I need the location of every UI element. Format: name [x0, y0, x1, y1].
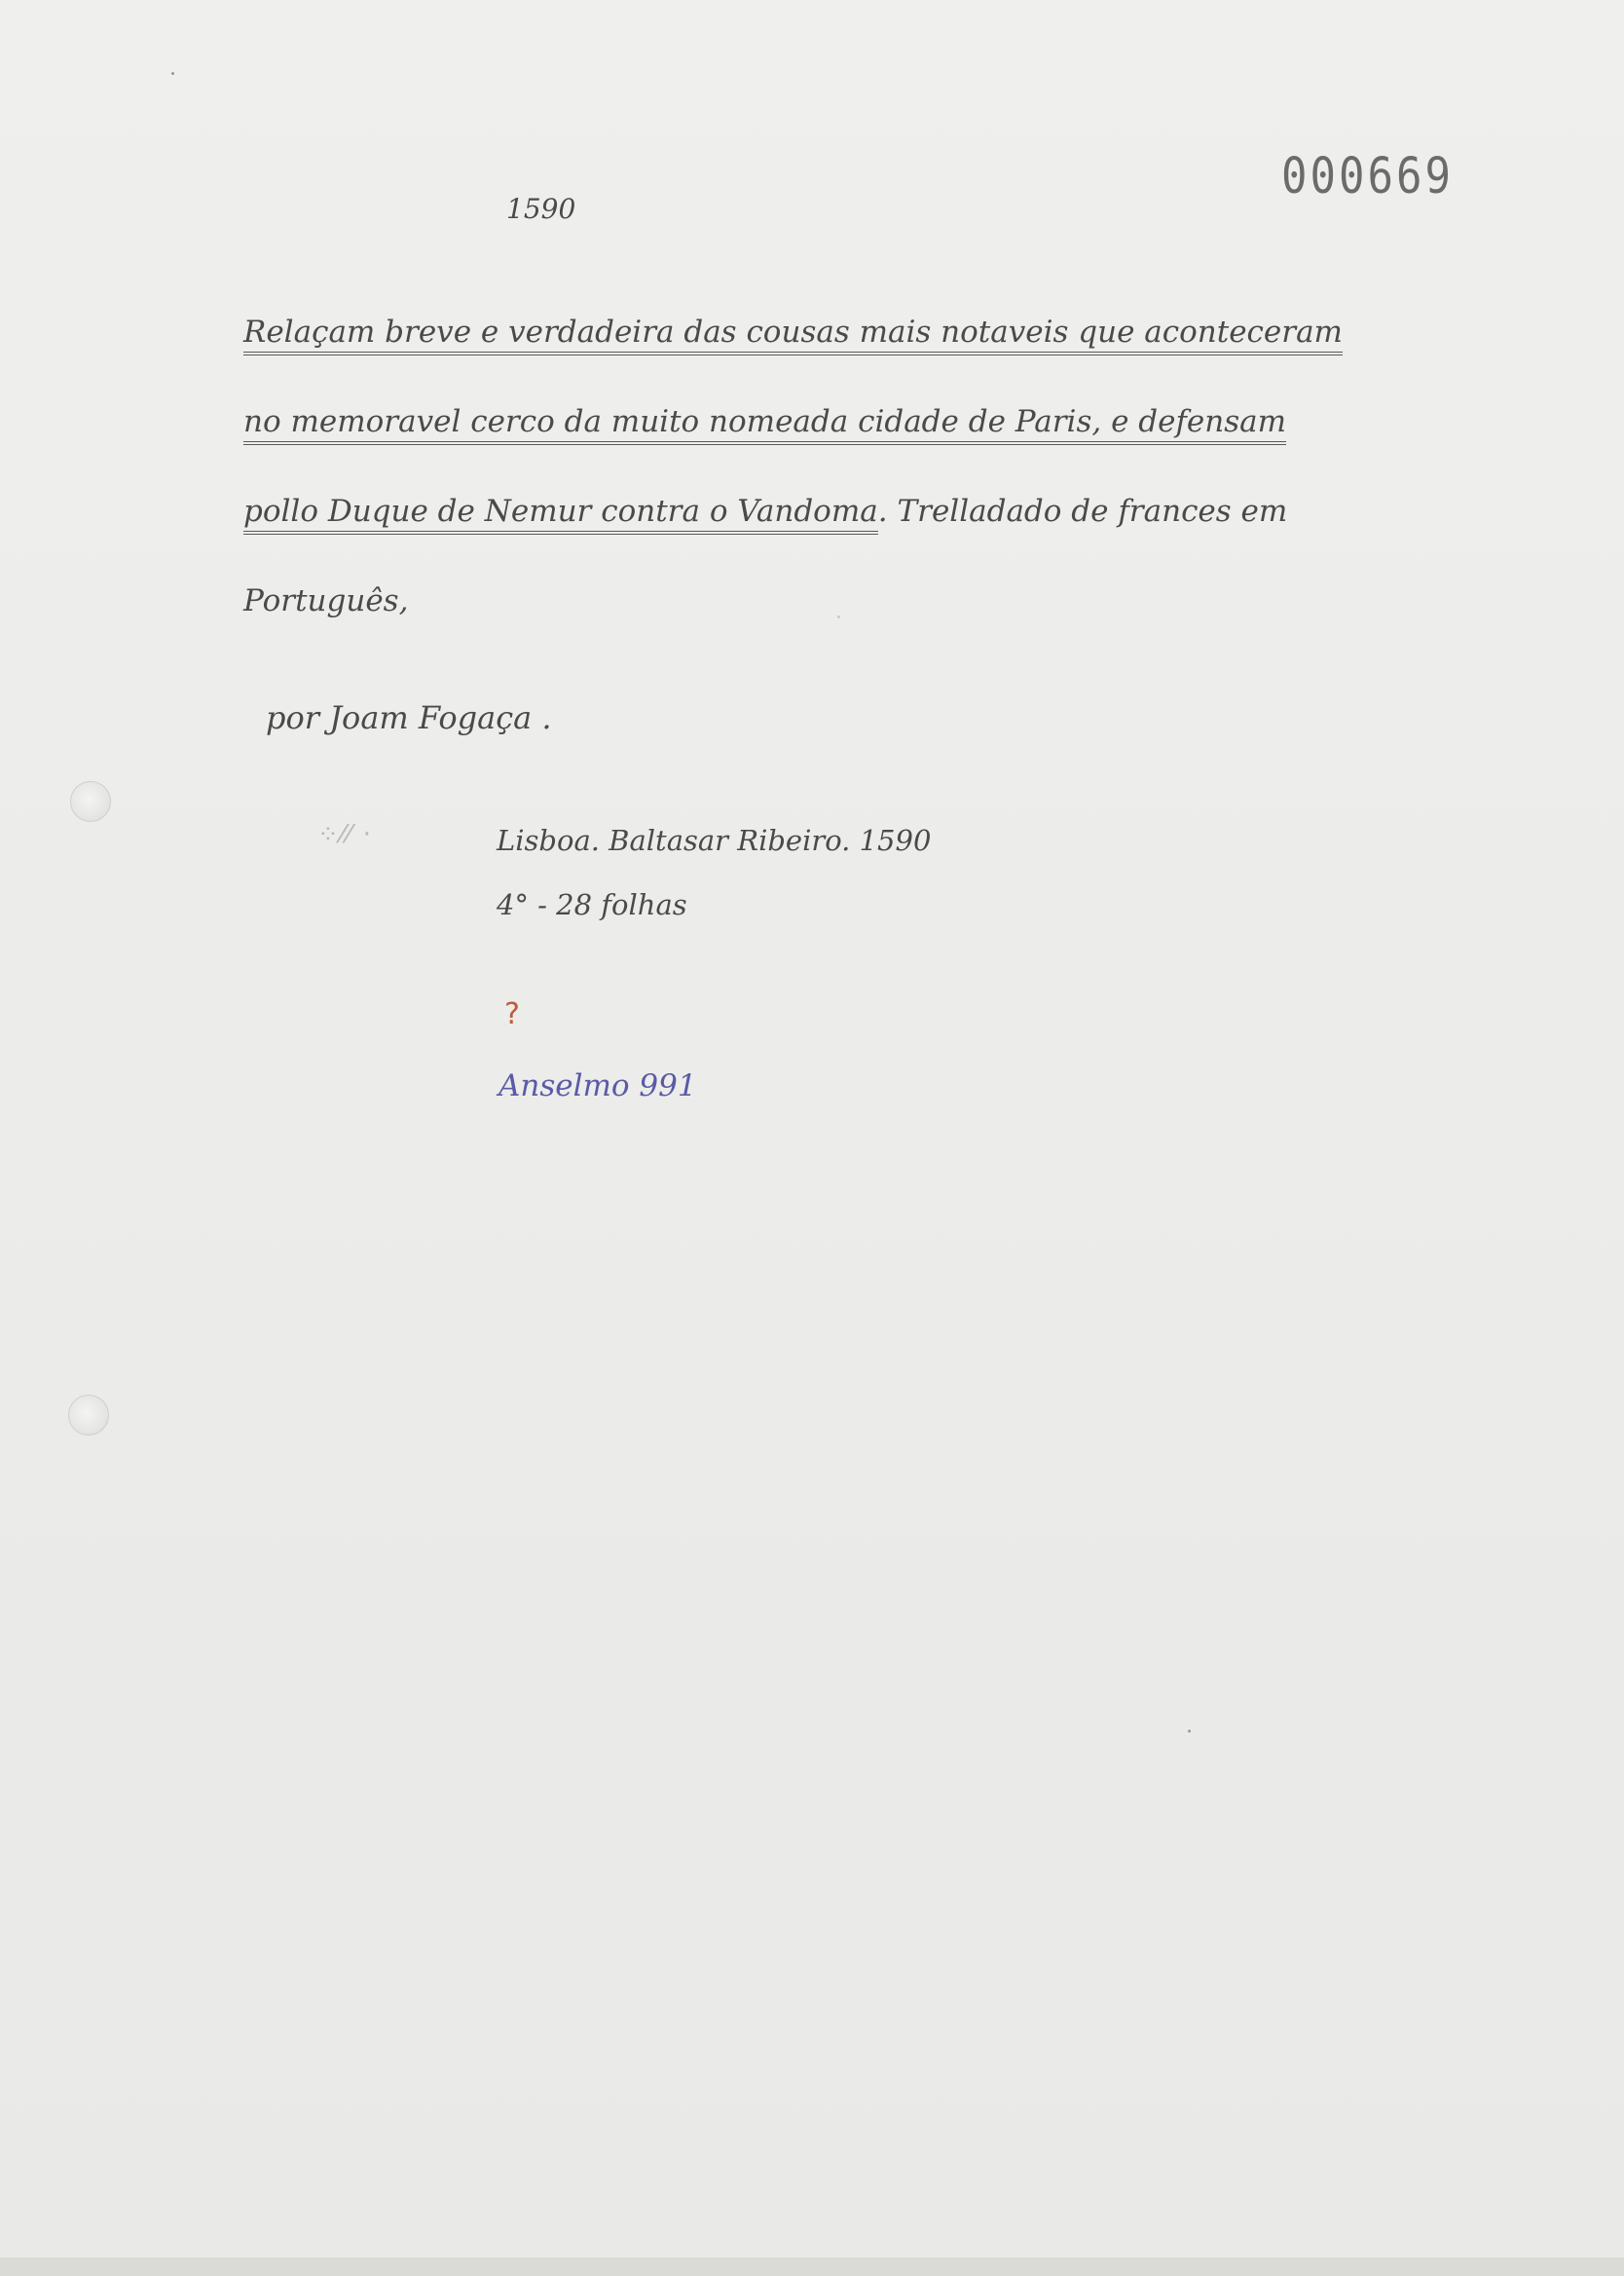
title-line-plain: . Trelladado de frances em [877, 494, 1288, 529]
paper-speck [1188, 1730, 1191, 1733]
query-mark: ? [504, 997, 520, 1031]
format-line: 4° - 28 folhas [497, 888, 687, 921]
punch-hole-bottom [68, 1395, 109, 1436]
title-line-4 [243, 578, 1441, 668]
date-year: 1590 [506, 193, 576, 225]
imprint-line: Lisboa. Baltasar Ribeiro. 1590 [497, 824, 932, 857]
title-line-2 [243, 399, 1441, 489]
title-line-underlined: no memoravel cerco da muito nomeada cidade de Paris, e defensam [243, 404, 1286, 445]
title-line-underlined: Relaçam breve e verdadeira das cousas mais notaveis que aconteceram [243, 315, 1343, 355]
punch-hole-top [70, 781, 111, 822]
title-line-underlined: pollo Duque de Nemur contra o Vandoma [243, 494, 878, 535]
stamp-number: 000669 [1281, 148, 1454, 205]
paper-speck [171, 72, 174, 75]
title-line-1 [243, 310, 1441, 399]
scan-bottom-edge [0, 2257, 1624, 2276]
faint-erased-marks: ⁘⁄⁄ · [317, 820, 373, 849]
bibliographic-reference: Anselmo 991 [498, 1068, 697, 1103]
title-line-3 [243, 489, 1441, 578]
author-line: por Joam Fogaça . [266, 699, 552, 736]
title-line-plain: Português, [243, 583, 409, 618]
title-block [243, 310, 1441, 668]
